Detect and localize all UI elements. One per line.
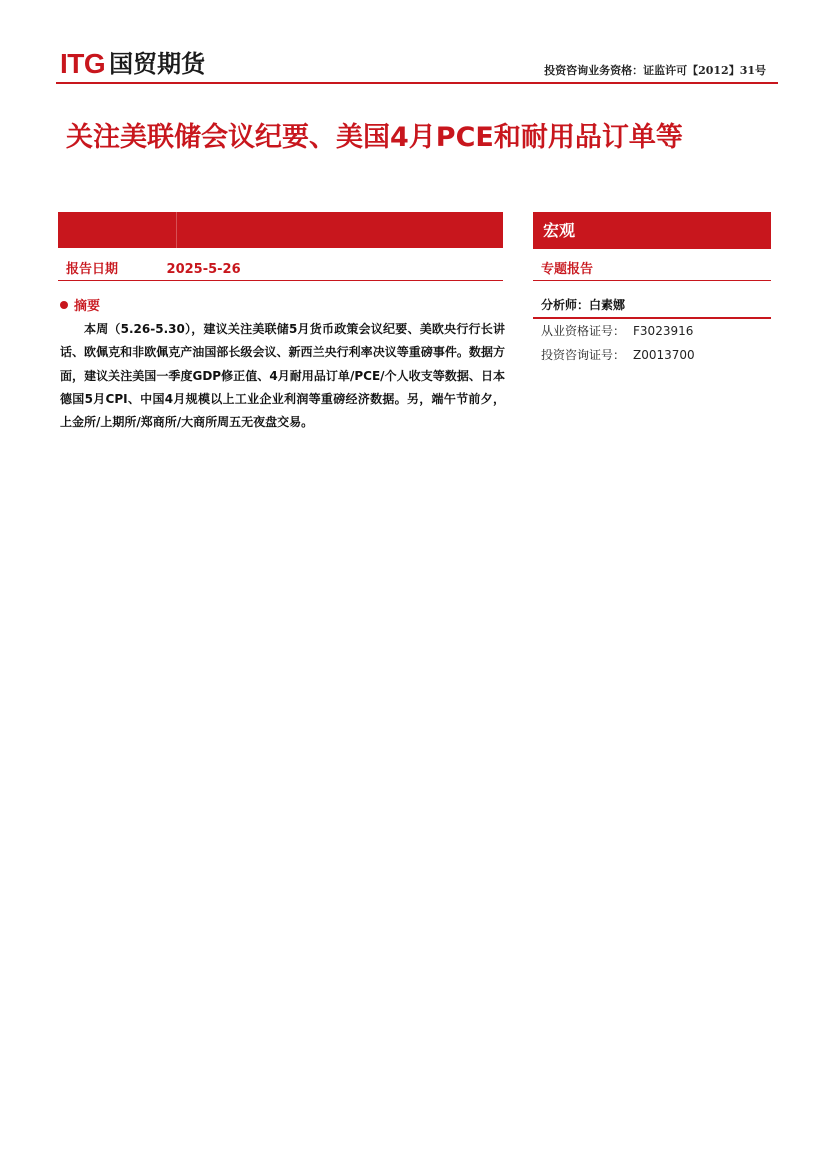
header-divider: [56, 82, 778, 84]
analyst-divider: [533, 317, 771, 319]
date-divider: [58, 280, 503, 281]
report-type: 专题报告: [541, 262, 594, 277]
analyst-name: 分析师：白素娜: [541, 298, 626, 312]
report-title: 关注美联储会议纪要、美国4月PCE和耐用品订单等: [66, 122, 683, 153]
practice-cert: [541, 322, 693, 339]
report-date-label: 报告日期: [66, 262, 119, 277]
summary-heading-label: 摘要: [74, 299, 101, 314]
practice-cert-value: F3023916: [633, 324, 694, 338]
consult-cert-value: Z0013700: [633, 348, 695, 362]
company-logo: [60, 48, 205, 80]
sidebar-divider: [533, 280, 771, 281]
consult-cert: [541, 346, 695, 363]
logo-company-name: 国贸期货: [109, 50, 206, 78]
qualification-text: 投资咨询业务资格：证监许可【2012】31号: [544, 64, 766, 77]
summary-heading: [60, 295, 100, 314]
report-date-row: [66, 258, 241, 277]
section-badge: 宏观: [533, 212, 771, 249]
title-band: [58, 212, 503, 248]
practice-cert-label: 从业资格证号：: [541, 324, 626, 338]
summary-paragraph: 本周（5.26-5.30），建议关注美联储5月货币政策会议纪要、美欧央行行长讲话、欧佩克和非欧佩克产油国部长级会议、新西兰央行利率决议等重磅事件。数据方面，建议关注美国一季度GDP修正值、4月耐用品订单/PCE/个人收支等数据、日本德国5月CPI、中国4月规模以上工业企业利润等重磅经济数据。另，端午节前夕，上金所/上期所/郑商所/大商所周五无夜盘交易。: [60, 322, 505, 430]
logo-brand-text: ITG: [60, 48, 106, 79]
report-date-value: 2025-5-26: [166, 262, 241, 277]
consult-cert-label: 投资咨询证号：: [541, 348, 626, 362]
bullet-dot-icon: [60, 301, 68, 309]
band-divider: [176, 212, 177, 248]
